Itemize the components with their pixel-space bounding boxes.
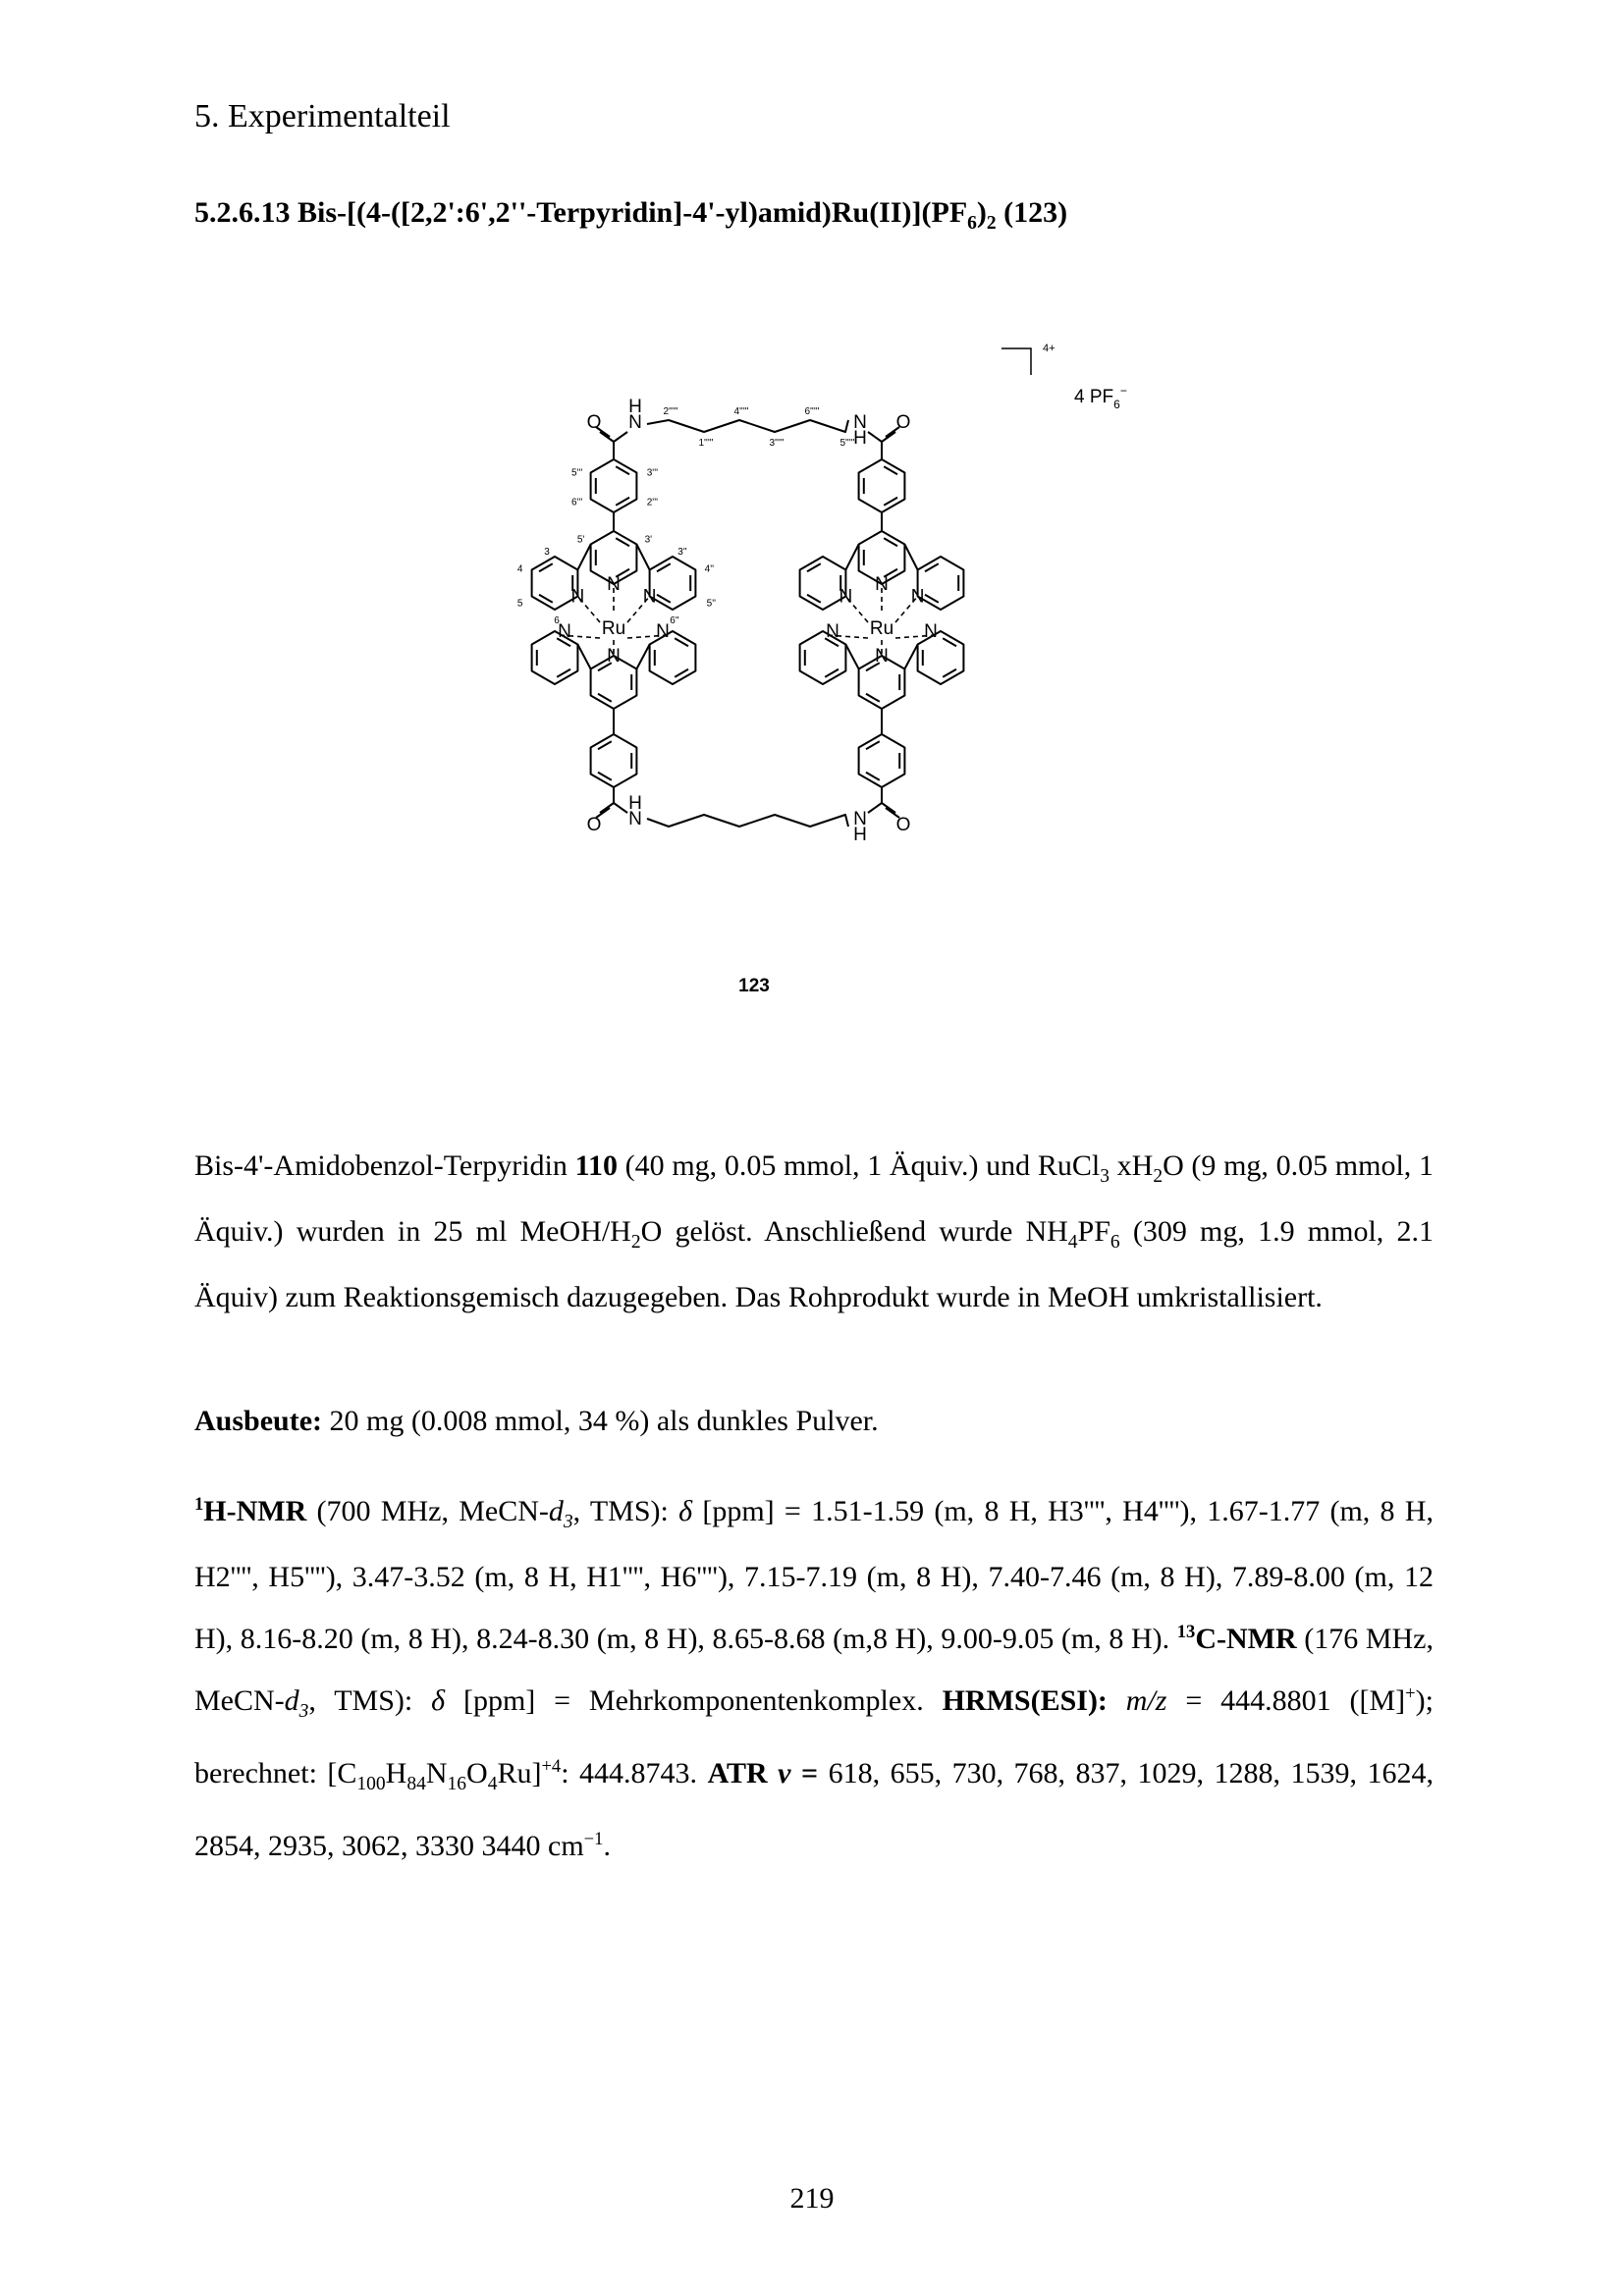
bond xyxy=(577,645,590,669)
ruthenium-atom: Ru xyxy=(601,618,626,639)
bond xyxy=(904,645,917,669)
structure-bonds xyxy=(532,420,964,827)
locant: 5'' xyxy=(706,598,717,610)
bond xyxy=(868,432,882,442)
oxygen-atom: O xyxy=(895,412,911,433)
charge-bracket xyxy=(1001,348,1031,375)
nitrogen-atom: N xyxy=(839,586,853,608)
bond xyxy=(904,545,917,570)
yield-paragraph: Ausbeute: 20 mg (0.008 mmol, 34 %) als dunkles Pulver. xyxy=(194,1405,879,1437)
nitrogen-atom: N xyxy=(628,809,642,829)
counterion-label: 4 $PF_6^-$ xyxy=(1074,384,1127,411)
section-number: 5.2.6.13 xyxy=(194,196,291,229)
locant: 6'' xyxy=(670,615,679,626)
bond xyxy=(845,545,858,570)
locant: 3'' xyxy=(677,547,687,558)
chapter-heading: 5. Experimentalteil xyxy=(194,98,451,134)
bond xyxy=(636,545,649,570)
bond xyxy=(882,803,895,813)
bond xyxy=(591,459,637,512)
oxygen-atom: O xyxy=(895,815,911,835)
bond xyxy=(859,734,905,787)
locant: 5''' xyxy=(570,467,583,479)
nitrogen-atom: N xyxy=(924,621,938,642)
locant: 3''' xyxy=(646,467,659,479)
locant: 6 xyxy=(554,615,560,626)
bond xyxy=(882,432,895,442)
bond xyxy=(614,432,627,442)
nitrogen-atom: N xyxy=(875,646,889,667)
nitrogen-atom: N xyxy=(853,412,867,433)
section-title: Bis-[(4-([2,2':6',2''-Terpyridin]-4'-yl)amid)Ru(II)](PF xyxy=(298,196,968,229)
compound-number: 123 xyxy=(738,976,770,996)
bond xyxy=(650,557,696,610)
locant: 2''' xyxy=(646,497,659,508)
structure-locants xyxy=(517,406,855,626)
locant: 4''''' xyxy=(733,406,749,417)
nitrogen-atom: N xyxy=(910,586,925,608)
characterization-paragraph: $^1$H-NMR (700 MHz, MeCN-$d_3$, TMS): δ [ppm] = 1.51-1.59 (m, 8 H, H3'''', H4''''), 1.67-1.77 (m, 8 H, H2'''', H5''''), 3.47-3.52 (m, 8 H, H1'''', H6''''), 7.15-7.19 (m, 8 H), 7.40-7.46 (m, 8 H), 7.89-8.00 (m, 12 H), 8.16-8.20 (m, 8 H), 8.24-8.30 (m, 8 H), 8.65-8.68 (m,8 H), 9.00-9.05 (m, 8 H). $^{13}$C-NMR (176 MHz, MeCN-$d_3$, TMS): δ [ppm] = Mehrkomponentenkomplex. HRMS(ESI): m/z = 444.8801 ([M]+); berechnet: $[C_{100}H_{84}N_{16}O_4Ru]^{+4}$: 444.8743. ATR ν = 618, 655, 730, 768, 837, 1029, 1288, 1539, 1624, 2854, 2935, 3062, 3330 3440 $cm^{-1}$. xyxy=(194,1494,1435,1862)
page-number: 219 xyxy=(789,2182,835,2215)
procedure-paragraph: Bis-4'-Amidobenzol-Terpyridin 110 (40 mg, 0.05 mmol, 1 Äquiv.) und RuCl$_3$ $xH_2O$ (9 mg, 0.05 mmol, 1 Äquiv.) wurden in 25 ml MeOH/$H_2O$ gelöst. Anschließend wurde $NH_4PF_6$ (309 mg, 1.9 mmol, 2.1 Äquiv) zum Reaktionsgemisch dazugegeben. Das Rohprodukt wurde in MeOH umkristallisiert. xyxy=(194,1149,1435,1313)
locant: 5 xyxy=(516,598,523,610)
nitrogen-atom: N xyxy=(642,586,657,608)
oxygen-atom: O xyxy=(586,412,602,433)
bond xyxy=(614,803,627,813)
bond xyxy=(868,803,882,813)
hydrogen-atom: H xyxy=(628,397,642,417)
locant: 4 xyxy=(516,563,523,575)
nitrogen-atom: N xyxy=(826,621,839,642)
section-heading: 5.2.6.13 Bis-$[(4-([2,2':6',2''-Terpyridin]-4'-yl)amid)Ru(II)](PF_6)_2$ (123) xyxy=(194,196,1068,234)
nitrogen-atom: N xyxy=(853,809,867,829)
locant: 3 xyxy=(544,547,550,558)
hydrogen-atom: H xyxy=(853,825,867,845)
bond xyxy=(845,645,858,669)
locant: 4'' xyxy=(704,563,715,575)
locant: 6''''' xyxy=(804,406,820,417)
locant: 3' xyxy=(644,534,653,546)
nitrogen-atom: N xyxy=(570,586,585,608)
locant: 1''''' xyxy=(698,438,714,449)
bond xyxy=(859,459,905,512)
nitrogen-atom: N xyxy=(607,574,621,595)
locant: 5''''' xyxy=(839,438,855,449)
locant: 5' xyxy=(576,534,585,546)
bond xyxy=(636,645,649,669)
nitrogen-atom: N xyxy=(558,621,571,642)
locant: 3''''' xyxy=(769,438,785,449)
hydrogen-atom: H xyxy=(628,793,642,814)
hydrogen-atom: H xyxy=(853,428,867,449)
nitrogen-atom: N xyxy=(656,621,670,642)
locant: 6''' xyxy=(570,497,583,508)
bond xyxy=(600,432,614,442)
bond xyxy=(647,815,848,827)
chemical-structure-figure xyxy=(481,324,1168,1011)
nitrogen-atom: N xyxy=(628,412,642,433)
structure-atoms xyxy=(558,397,938,845)
bond xyxy=(577,545,590,570)
charge-label: 4+ xyxy=(1043,343,1056,354)
bond xyxy=(918,557,964,610)
locant: 2''''' xyxy=(663,406,678,417)
nitrogen-atom: N xyxy=(607,646,621,667)
bond xyxy=(647,420,848,432)
bond xyxy=(591,734,637,787)
ruthenium-atom: Ru xyxy=(869,618,894,639)
bond xyxy=(600,803,614,813)
oxygen-atom: O xyxy=(586,815,602,835)
nitrogen-atom: N xyxy=(875,574,889,595)
